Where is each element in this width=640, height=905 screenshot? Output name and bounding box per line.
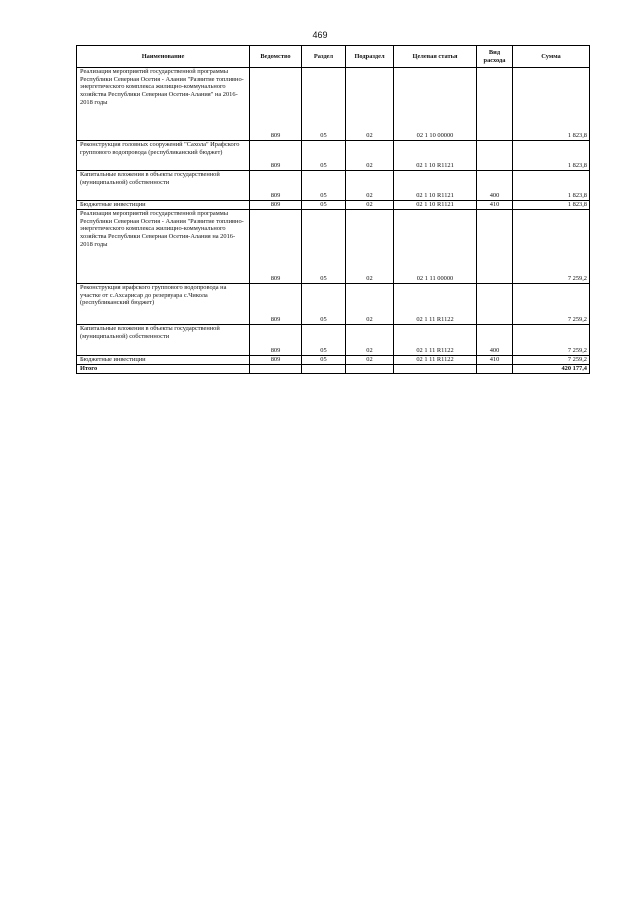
table-row — [77, 356, 590, 365]
row-expense-type: 410 — [477, 201, 513, 210]
table-total-row — [77, 365, 590, 374]
row-sum: 7 259,2 — [513, 325, 590, 356]
row-name: Бюджетные инвестиции — [77, 201, 250, 210]
table-row — [77, 201, 590, 210]
row-target: 02 1 11 R1122 — [394, 325, 477, 356]
row-section: 05 — [302, 284, 346, 325]
row-subsection: 02 — [346, 325, 394, 356]
row-department: 809 — [250, 141, 302, 171]
table-row — [77, 141, 590, 171]
row-subsection: 02 — [346, 141, 394, 171]
row-target: 02 1 10 R1121 — [394, 171, 477, 201]
table-row — [77, 171, 590, 201]
row-sum: 7 259,2 — [513, 210, 590, 284]
row-target: 02 1 11 R1122 — [394, 284, 477, 325]
column-header-name: Наименование — [77, 46, 250, 68]
row-department: 809 — [250, 201, 302, 210]
row-section: 05 — [302, 201, 346, 210]
column-header-expense-type: Вид расхода — [477, 46, 513, 68]
row-sum: 7 259,2 — [513, 284, 590, 325]
row-name: Реконструкция ирафского группового водопровода на участке от с.Ахсарисар до резервуара с.Чикола (республиканский бюджет) — [77, 284, 250, 325]
table-row — [77, 68, 590, 141]
row-section: 05 — [302, 325, 346, 356]
row-section: 05 — [302, 210, 346, 284]
row-sum: 1 823,8 — [513, 68, 590, 141]
column-header-sum: Сумма — [513, 46, 590, 68]
row-target: 02 1 11 R1122 — [394, 356, 477, 365]
row-target: 02 1 10 00000 — [394, 68, 477, 141]
row-sum: 1 823,8 — [513, 141, 590, 171]
row-target: 02 1 10 R1121 — [394, 201, 477, 210]
row-section: 05 — [302, 141, 346, 171]
total-sum: 420 177,4 — [513, 365, 590, 374]
row-target: 02 1 11 00000 — [394, 210, 477, 284]
row-department: 809 — [250, 68, 302, 141]
table-row — [77, 284, 590, 325]
row-name: Реконструкция головных сооружений "Сахола" Ирафского группового водопровода (республиканский бюджет) — [77, 141, 250, 171]
row-name: Реализация мероприятий государственной программы Республики Северная Осетия - Алания "Развитие топливно-энергетического комплекса жилищно-коммунального хозяйства Республики Северная Осетия-Алания" на 2016-2018 годы — [77, 68, 250, 141]
row-sum: 7 259,2 — [513, 356, 590, 365]
row-expense-type — [477, 210, 513, 284]
row-expense-type: 400 — [477, 325, 513, 356]
row-subsection: 02 — [346, 201, 394, 210]
row-section: 05 — [302, 356, 346, 365]
table-row — [77, 210, 590, 284]
total-label: Итого — [77, 365, 250, 374]
row-expense-type: 400 — [477, 171, 513, 201]
row-expense-type: 410 — [477, 356, 513, 365]
row-section: 05 — [302, 68, 346, 141]
row-subsection: 02 — [346, 210, 394, 284]
row-name: Реализация мероприятий государственной программы Республики Северная Осетия - Алания "Развитие топливно-энергетического комплекса жилищно-коммунального хозяйства Республики Северная Осетия-Алания на 2016-2018 годы — [77, 210, 250, 284]
row-name: Капитальные вложения в объекты государственной (муниципальной) собственности — [77, 325, 250, 356]
table-row — [77, 325, 590, 356]
row-expense-type — [477, 284, 513, 325]
budget-table — [76, 45, 590, 374]
column-header-subsection: Подраздел — [346, 46, 394, 68]
row-expense-type — [477, 141, 513, 171]
row-section: 05 — [302, 171, 346, 201]
row-subsection: 02 — [346, 356, 394, 365]
row-department: 809 — [250, 284, 302, 325]
row-subsection: 02 — [346, 171, 394, 201]
row-department: 809 — [250, 356, 302, 365]
row-sum: 1 823,8 — [513, 201, 590, 210]
row-department: 809 — [250, 171, 302, 201]
table-header-row — [77, 46, 590, 68]
page-number: 469 — [312, 30, 328, 40]
row-sum: 1 823,8 — [513, 171, 590, 201]
row-subsection: 02 — [346, 68, 394, 141]
row-name: Бюджетные инвестиции — [77, 356, 250, 365]
row-target: 02 1 10 R1121 — [394, 141, 477, 171]
row-expense-type — [477, 68, 513, 141]
column-header-section: Раздел — [302, 46, 346, 68]
row-department: 809 — [250, 325, 302, 356]
row-department: 809 — [250, 210, 302, 284]
row-subsection: 02 — [346, 284, 394, 325]
column-header-target: Целевая статья — [394, 46, 477, 68]
row-name: Капитальные вложения в объекты государственной (муниципальной) собственности — [77, 171, 250, 201]
column-header-department: Ведомство — [250, 46, 302, 68]
